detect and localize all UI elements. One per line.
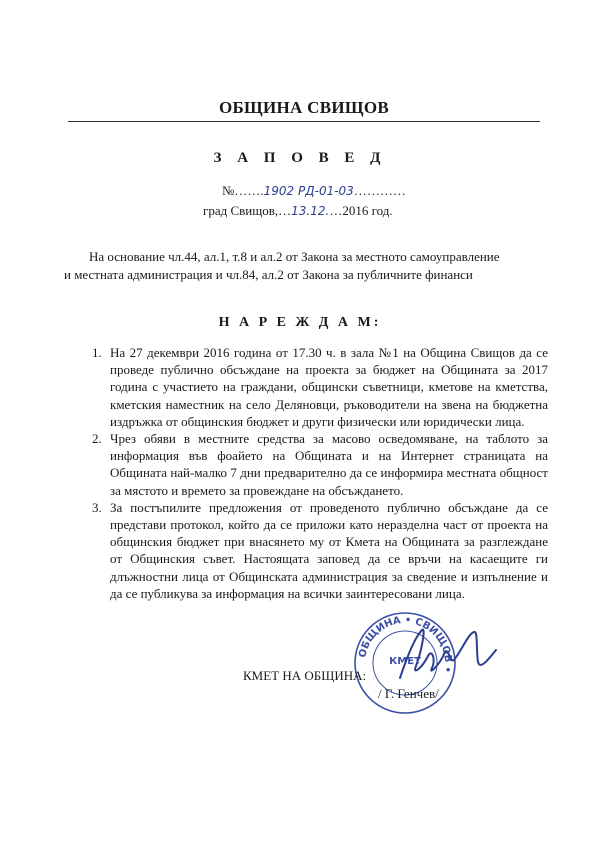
order-title: З А П О В Е Д xyxy=(213,150,387,166)
handwritten-order-number: 1902 РД-01-03 xyxy=(263,184,354,198)
mayor-name: / Г. Генчев/ xyxy=(378,686,439,701)
stamp-center-text: КМЕТ xyxy=(389,656,421,667)
municipality-header: ОБЩИНА СВИЩОВ xyxy=(218,98,390,117)
legal-basis-line: На основание чл.44, ал.1, т.8 и ал.2 от Закона за местното самоуправление xyxy=(89,249,500,264)
legal-basis xyxy=(64,248,548,284)
item-text: Чрез обяви в местните средства за масово осведомяване, на таблото за информация във фоайето на Общината и на Интернет страницата на Общината най-малко 7 дни предварително да се информира местната общност за мястото и времето за провеждане на обсъждането. xyxy=(110,431,548,498)
list-item xyxy=(86,499,548,602)
item-text: За постъпилите предложения от проведеното публично обсъждане да се представи протокол, който да се приложи като неразделна част от проекта на общинския бюджет при внасянето му от Кмета на Общината за разглеждане от Общинския съвет. Настоящата заповед да се връчи на касаещите ги длъжностни лица от Общинската администрация за сведение и изпълнение и да се публикува за информация на всички заинтересовани лица. xyxy=(110,499,548,601)
item-number: 1. xyxy=(92,345,102,360)
order-verb-heading: Н А Р Е Ж Д А М: xyxy=(218,315,382,330)
order-items-list xyxy=(86,344,548,602)
header-divider xyxy=(68,121,540,122)
legal-basis-line: и местната администрация и чл.84, ал.2 от Закона за публичните финанси xyxy=(64,267,473,282)
date-suffix: …2016 год. xyxy=(329,203,393,218)
date-prefix: град Свищов,… xyxy=(203,203,292,218)
handwritten-signature xyxy=(392,620,502,690)
stamp-ring-text: ОБЩИНА • СВИЩОВ • xyxy=(357,614,454,674)
handwritten-date: 13.12. xyxy=(291,204,330,218)
list-item xyxy=(86,344,548,430)
item-number: 3. xyxy=(92,499,102,515)
item-text: На 27 декември 2016 година от 17.30 ч. в зала №1 на Община Свищов да се проведе публично обсъждане на проекта за бюджет на Общината за 2017 година с участието на граждани, общински съветници, кметове на кметства, кметския наместник на село Деляновци, ръководители на звена на бюджетна издръжка от общинския бюджет и други физически или юридически лица. xyxy=(110,345,548,429)
order-number-line xyxy=(222,183,406,199)
item-number: 2. xyxy=(92,431,102,447)
mayor-title: КМЕТ НА ОБЩИНА: xyxy=(243,668,367,683)
number-prefix: №……. xyxy=(222,183,264,198)
order-date-line xyxy=(203,203,393,219)
list-item xyxy=(86,430,548,499)
signature-stroke xyxy=(400,630,496,678)
number-suffix: ………… xyxy=(353,183,406,198)
